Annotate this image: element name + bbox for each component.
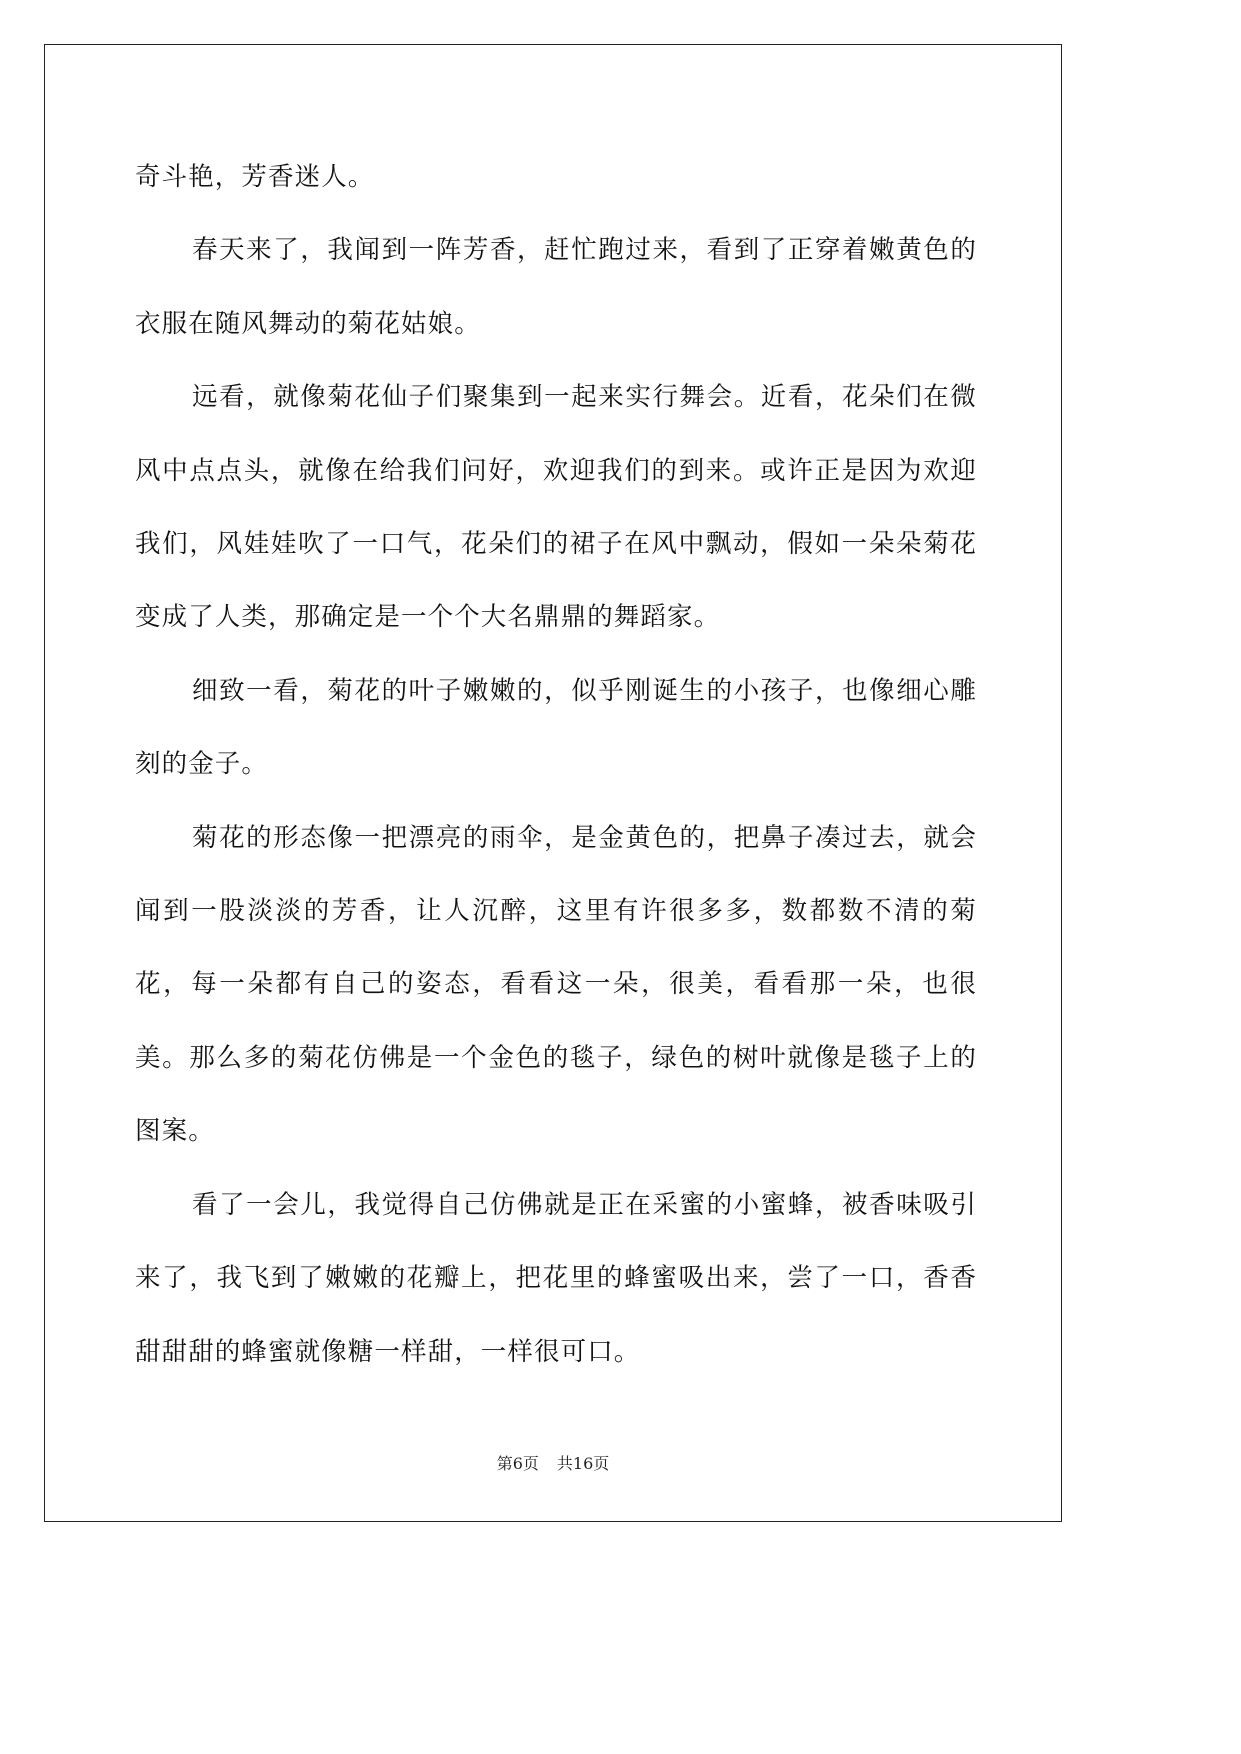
paragraph: 看了一会儿，我觉得自己仿佛就是正在采蜜的小蜜蜂，被香味吸引来了，我飞到了嫩嫩的花瓣上，把花里的蜂蜜吸出来，尝了一口，香香甜甜甜的蜂蜜就像糖一样甜，一样很可口。 [135, 1189, 977, 1367]
paragraph: 远看，就像菊花仙子们聚集到一起来实行舞会。近看，花朵们在微风中点点头，就像在给我们问好，欢迎我们的到来。或许正是因为欢迎我们，风娃娃吹了一口气，花朵们的裙子在风中飘动，假如一朵朵菊花变成了人类，那确定是一个个大名鼎鼎的舞蹈家。 [135, 382, 977, 633]
page-number: 第6页 [496, 1454, 539, 1473]
paragraph: 奇斗艳，芳香迷人。 [135, 162, 375, 192]
paragraph: 细致一看，菊花的叶子嫩嫩的，似乎刚诞生的小孩子，也像细心雕刻的金子。 [135, 675, 977, 780]
paragraph: 菊花的形态像一把漂亮的雨伞，是金黄色的，把鼻子凑过去，就会闻到一股淡淡的芳香，让人沉醉，这里有许很多多，数都数不清的菊花，每一朵都有自己的姿态，看看这一朵，很美，看看那一朵，也很美。那么多的菊花仿佛是一个金色的毯子，绿色的树叶就像是毯子上的图案。 [135, 822, 977, 1147]
page-total: 共16页 [556, 1454, 610, 1473]
document-body [135, 141, 977, 1389]
paragraph: 春天来了，我闻到一阵芳香，赶忙跑过来，看到了正穿着嫩黄色的衣服在随风舞动的菊花姑娘。 [135, 235, 977, 339]
page-footer [0, 1453, 1106, 1475]
